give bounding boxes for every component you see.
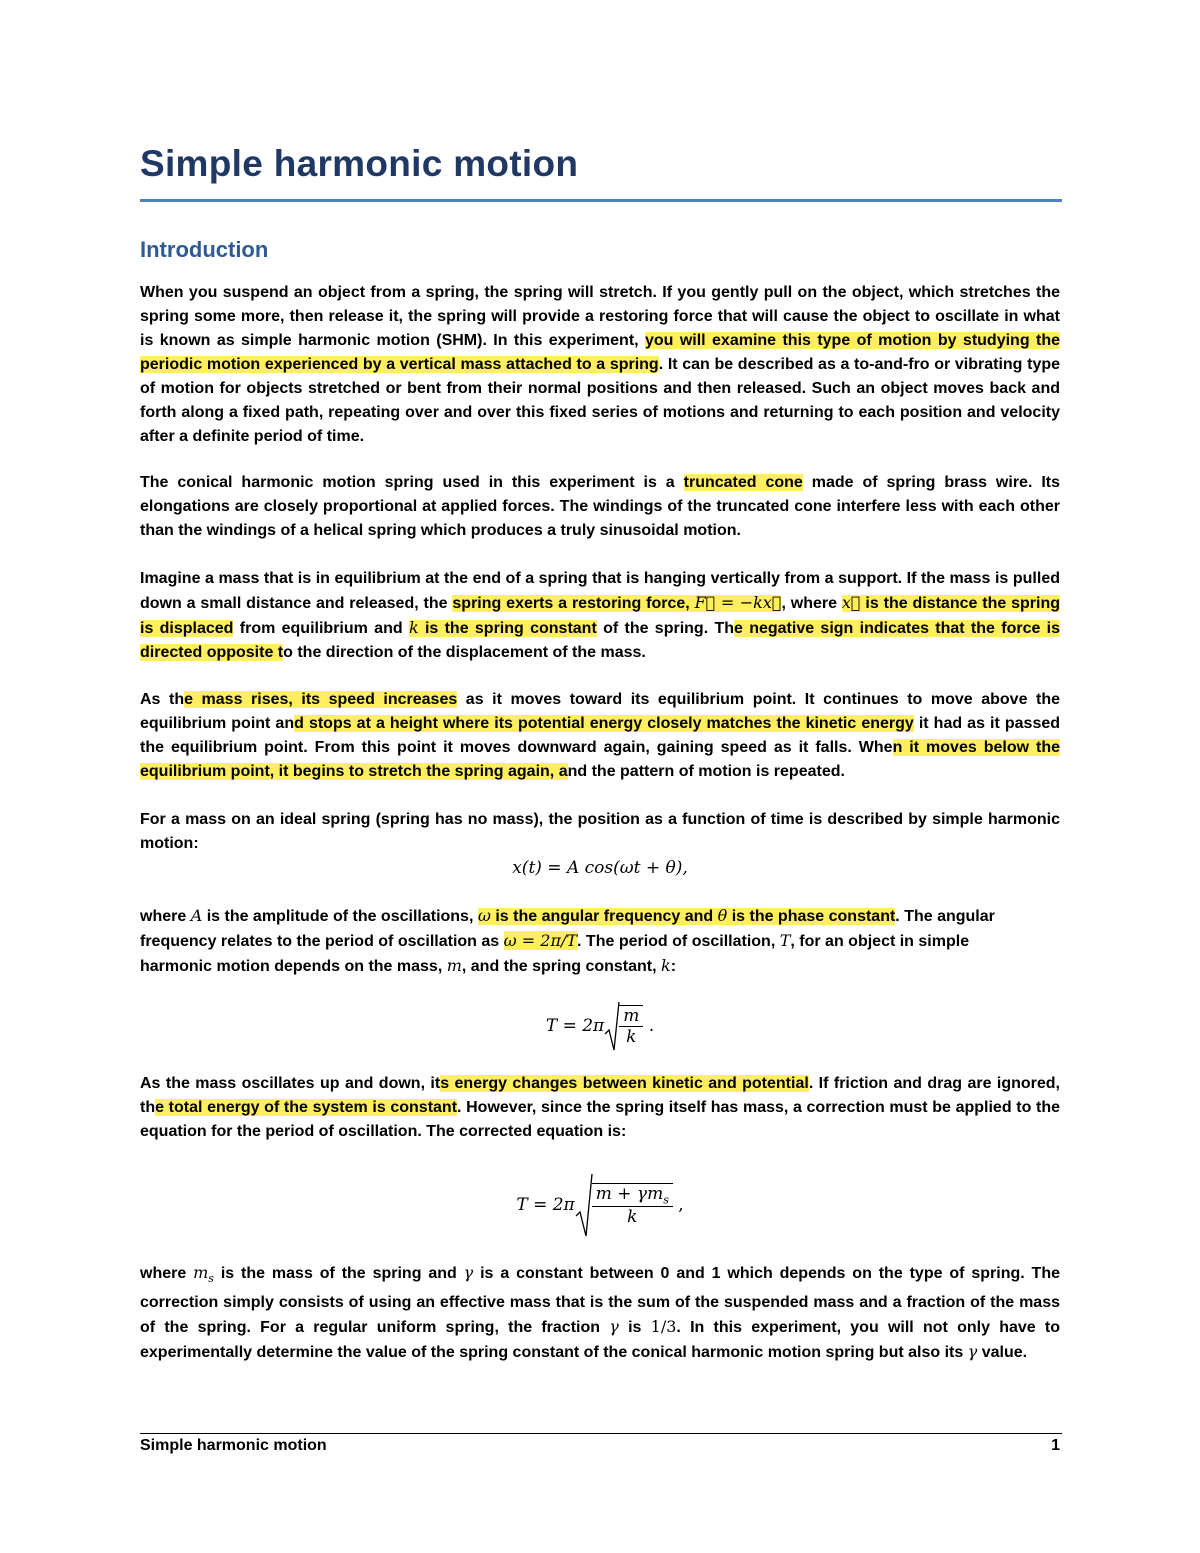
text-run: is <box>618 1319 651 1337</box>
math-inline: k <box>661 956 671 975</box>
math-inline: γ <box>609 1317 619 1337</box>
highlight-text: is the angular frequency and <box>490 908 718 925</box>
equation-text: x(t) = A cos(ωt + θ), <box>512 858 688 878</box>
text-run: is a constant between 0 and 1 which depends on the type of spring. The correction simply consists of using an effective mass that is the sum of the suspended mass and a fraction of the mass of the spring. For a regular uniform spring, the fraction <box>140 1265 1061 1337</box>
highlight <box>409 620 597 637</box>
text-run: nd the pattern of motion is repeated. <box>567 763 845 780</box>
numerator <box>592 1184 673 1207</box>
math-inline: T <box>779 931 791 950</box>
text-run: . If friction and drag are ignored, th <box>140 1075 1061 1116</box>
text-run: . It can be described as a to-and-fro or vibrating type of motion for objects stretched or bent from their normal positions and then released. Such an object moves back and forth along a fixed path, repeating over and over this fixed series of motions and returning to each position and velocity after a definite period of time. <box>140 356 1061 445</box>
equation-position <box>140 858 1060 878</box>
text-run: . The angular frequency relates to the period of oscillation as <box>140 908 995 950</box>
denominator: k <box>626 1027 637 1047</box>
footer-title: Simple harmonic motion <box>140 1437 327 1454</box>
text-run: : <box>670 958 677 975</box>
text-run: When you suspend an object from a spring, the spring will stretch. If you gently pull on the object, which stretches the spring some more, then release it, the spring will provide a restoring force that will cause the object to oscillate in what is known as simple harmonic motion (SHM). In this experiment, <box>140 284 1060 349</box>
paragraph-3 <box>140 567 1060 665</box>
math-inline: k <box>408 618 419 637</box>
paragraph-6 <box>140 904 1030 979</box>
denominator: k <box>627 1207 638 1228</box>
paragraph-7 <box>140 1072 1060 1144</box>
page-number: 1 <box>1051 1437 1060 1454</box>
math-inline: m <box>446 956 462 975</box>
highlight: s energy changes between kinetic and potential <box>440 1075 809 1092</box>
section-heading: Introduction <box>140 237 269 262</box>
math-inline: ω <box>477 906 491 925</box>
math-inline: x⃗ <box>841 593 861 612</box>
fraction <box>592 1183 673 1227</box>
highlight: you will examine this type of motion by studying the periodic motion experienced by a vertical mass attached to a spring <box>140 332 1060 373</box>
highlight <box>452 595 781 612</box>
highlight: e negative sign indicates that the force is directed opposite t <box>140 620 1061 661</box>
text-run: Imagine a mass that is in equilibrium at the end of a spring that is hanging vertically from a support. If the mass is pulled down a small distance and released, the <box>140 570 1060 612</box>
numerator-text: m + γm <box>595 1183 664 1204</box>
math-inline: 1/3 <box>650 1317 677 1337</box>
subscript: s <box>663 1193 669 1207</box>
text-run: of the spring. Th <box>596 620 734 637</box>
sqrt-symbol <box>604 1000 643 1052</box>
page-title: Simple harmonic motion <box>140 143 579 184</box>
highlight: truncated cone <box>683 474 803 491</box>
sqrt-symbol <box>575 1172 673 1238</box>
equation-tail: . <box>643 1016 655 1036</box>
highlight-math: ω = 2π/T <box>503 931 578 950</box>
highlight: e mass rises, its speed increases <box>184 691 458 708</box>
text-run: As the mass oscillates up and down, it <box>140 1075 441 1092</box>
highlight: e total energy of the system is constant <box>155 1099 458 1116</box>
text-run: is the amplitude of the oscillations, <box>202 908 478 925</box>
math-inline: F⃗ = −kx⃗ <box>694 593 782 612</box>
footer-divider <box>140 1433 1062 1434</box>
numerator: m <box>619 1006 643 1027</box>
equation-period <box>140 1000 1060 1052</box>
text-run: as it moves toward its equilibrium point. It continues to move above the equilibrium point an <box>140 691 1061 732</box>
text-run: where <box>140 908 191 925</box>
text-run: value. <box>977 1344 1028 1362</box>
radical-sign <box>604 1000 620 1052</box>
text-run: , where <box>781 595 842 612</box>
text-run: from equilibrium and <box>233 620 409 637</box>
highlight-text: is the spring constant <box>418 620 597 637</box>
text-run: The conical harmonic motion spring used in this experiment is a <box>140 474 684 491</box>
equation-corrected-period <box>140 1172 1060 1238</box>
highlight-text: spring exerts a restoring force, <box>452 595 695 612</box>
text-run: . However, since the spring itself has mass, a correction must be applied to the equation for the period of oscillation. The corrected equation is: <box>140 1099 1060 1140</box>
equation-tail: , <box>672 1195 684 1215</box>
text-run: made of spring brass wire. Its elongations are closely proportional at applied forces. The windings of the truncated cone interfere less with each other than the windings of a helical spring which produces a truly sinusoidal motion. <box>140 474 1060 539</box>
equation-lhs: T = 2π <box>545 1016 605 1036</box>
math-inline <box>193 1263 214 1286</box>
text-run: , for an object in simple harmonic motion depends on the mass, <box>140 933 970 975</box>
math-inline: γ <box>967 1342 978 1362</box>
math-symbol: m <box>193 1263 209 1282</box>
math-inline: A <box>190 906 203 925</box>
highlight-text: is the distance the spring is displaced <box>140 595 1061 637</box>
paragraph-5 <box>140 808 1060 856</box>
paragraph-4 <box>140 688 1060 784</box>
text-run: it had as it passed the equilibrium point. From this point it moves downward again, gaining speed as it falls. Whe <box>140 715 1061 756</box>
text-run: . In this experiment, you will not only have to experimentally determine the value of the spring constant of the conical harmonic motion spring but also its <box>140 1319 1061 1362</box>
text-run: For a mass on an ideal spring (spring has no mass), the position as a function of time is described by simple harmonic motion: <box>140 811 1060 852</box>
fraction <box>619 1005 643 1047</box>
text-run: is the mass of the spring and <box>213 1265 464 1282</box>
equation-lhs: T = 2π <box>516 1195 575 1215</box>
title-underline <box>140 199 1062 202</box>
highlight: n it moves below the equilibrium point, it begins to stretch the spring again, a <box>140 739 1061 780</box>
paragraph-8 <box>140 1261 1060 1365</box>
paragraph-1 <box>140 281 1060 449</box>
highlight-text: is the phase constant <box>727 908 896 925</box>
text-run: where <box>140 1265 194 1282</box>
subscript: s <box>208 1272 214 1286</box>
paragraph-2 <box>140 471 1060 543</box>
text-run: . The period of oscillation, <box>577 933 780 950</box>
math-inline: θ <box>717 906 728 925</box>
math-inline: γ <box>463 1263 474 1282</box>
text-run: o the direction of the displacement of the mass. <box>283 644 646 661</box>
text-run: As th <box>140 691 185 708</box>
highlight <box>478 908 895 925</box>
radical-sign <box>575 1172 593 1238</box>
text-run: , and the spring constant, <box>461 958 662 975</box>
highlight: d stops at a height where its potential energy closely matches the kinetic energy <box>294 715 914 732</box>
